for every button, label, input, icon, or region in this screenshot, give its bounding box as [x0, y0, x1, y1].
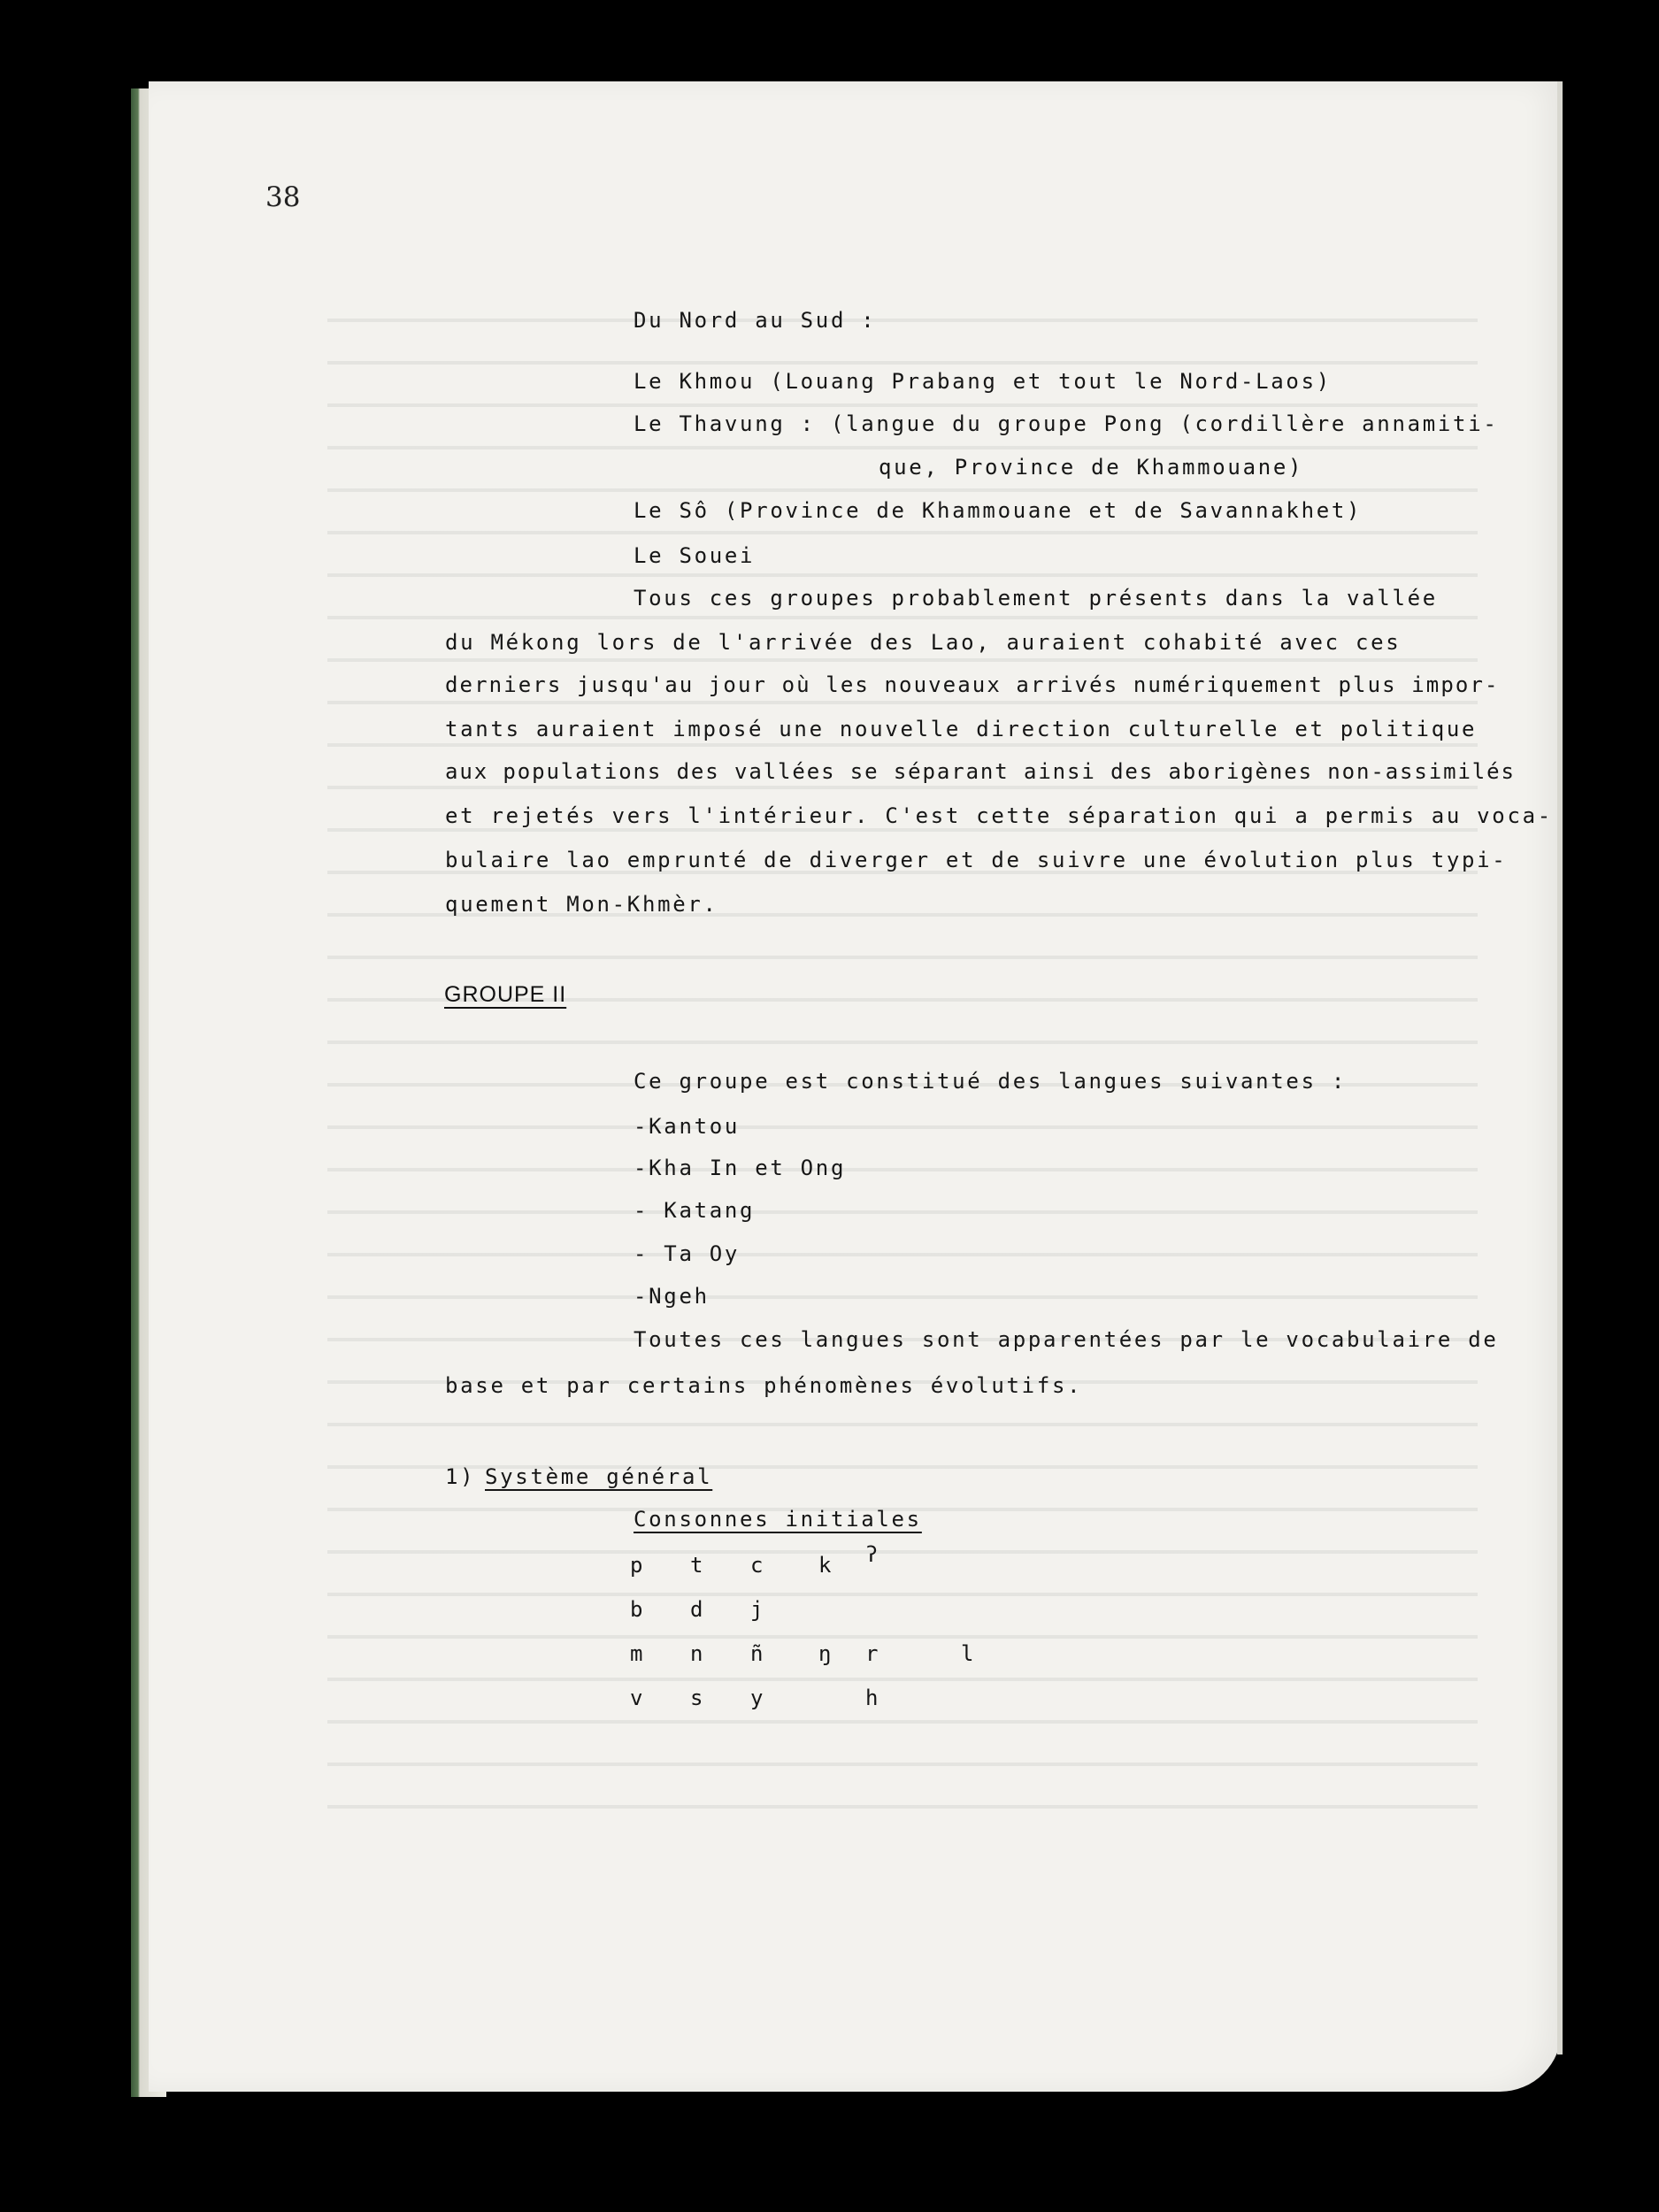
consonant-symbol: l — [961, 1641, 977, 1666]
consonant-symbol: s — [690, 1686, 706, 1710]
section-number: 1) — [445, 1464, 476, 1489]
section-title: Système général — [485, 1464, 713, 1489]
group2-list-item: -Ngeh — [634, 1284, 710, 1309]
paragraph1-line: bulaire lao emprunté de diverger et de suivre une évolution plus typi- — [445, 848, 1508, 872]
group2-list-item: - Katang — [634, 1198, 756, 1223]
consonant-symbol: j — [750, 1597, 766, 1622]
consonants-title: Consonnes initiales — [634, 1507, 922, 1532]
group1-line: que, Province de Khammouane) — [879, 455, 1304, 480]
paragraph1-line: quement Mon-Khmèr. — [445, 892, 718, 917]
page-right-edge — [1557, 81, 1563, 2055]
consonant-symbol: v — [630, 1686, 646, 1710]
consonant-symbol: k — [818, 1553, 834, 1578]
consonant-symbol: m — [630, 1641, 646, 1666]
group1-line: Le Thavung : (langue du groupe Pong (cordillère annamiti- — [634, 411, 1499, 436]
consonant-symbol: t — [690, 1553, 706, 1578]
consonant-symbol: y — [750, 1686, 766, 1710]
paragraph2-line: base et par certains phénomènes évolutifs. — [445, 1373, 1083, 1398]
consonant-symbol: p — [630, 1553, 646, 1578]
paragraph1-line: Tous ces groupes probablement présents dans la vallée — [634, 586, 1438, 611]
group2-list-item: - Ta Oy — [634, 1241, 741, 1266]
consonant-symbol: h — [865, 1686, 881, 1710]
consonant-symbol: c — [750, 1553, 766, 1578]
group1-line: Le Sô (Province de Khammouane et de Savannakhet) — [634, 498, 1363, 523]
paragraph1-line: du Mékong lors de l'arrivée des Lao, auraient cohabité avec ces — [445, 630, 1402, 655]
group2-list-item: -Kantou — [634, 1114, 741, 1139]
paragraph1-line: derniers jusqu'au jour où les nouveaux arrivés numériquement plus impor- — [445, 672, 1500, 697]
paragraph1-line: tants auraient imposé une nouvelle direction culturelle et politique — [445, 717, 1478, 741]
consonant-symbol: d — [690, 1597, 706, 1622]
group1-line: Le Souei — [634, 543, 756, 568]
group2-intro: Ce groupe est constitué des langues suivantes : — [634, 1069, 1348, 1094]
paragraph1-line: et rejetés vers l'intérieur. C'est cette séparation qui a permis au voca- — [445, 803, 1553, 828]
paragraph2-line: Toutes ces langues sont apparentées par le vocabulaire de — [634, 1327, 1499, 1352]
consonant-symbol: ʔ — [865, 1542, 881, 1567]
group1-line: Le Khmou (Louang Prabang et tout le Nord-Laos) — [634, 369, 1332, 394]
paragraph1-line: aux populations des vallées se séparant ainsi des aborigènes non-assimilés — [445, 759, 1516, 784]
consonant-symbol: ŋ — [818, 1641, 834, 1666]
consonant-symbol: b — [630, 1597, 646, 1622]
group2-list-item: -Kha In et Ong — [634, 1156, 847, 1180]
consonant-symbol: ñ — [750, 1641, 766, 1666]
consonant-symbol: r — [865, 1641, 881, 1666]
page-number: 38 — [265, 181, 301, 213]
intro-line: Du Nord au Sud : — [634, 308, 877, 333]
group2-heading: GROUPE II — [444, 982, 567, 1007]
consonant-symbol: n — [690, 1641, 706, 1666]
